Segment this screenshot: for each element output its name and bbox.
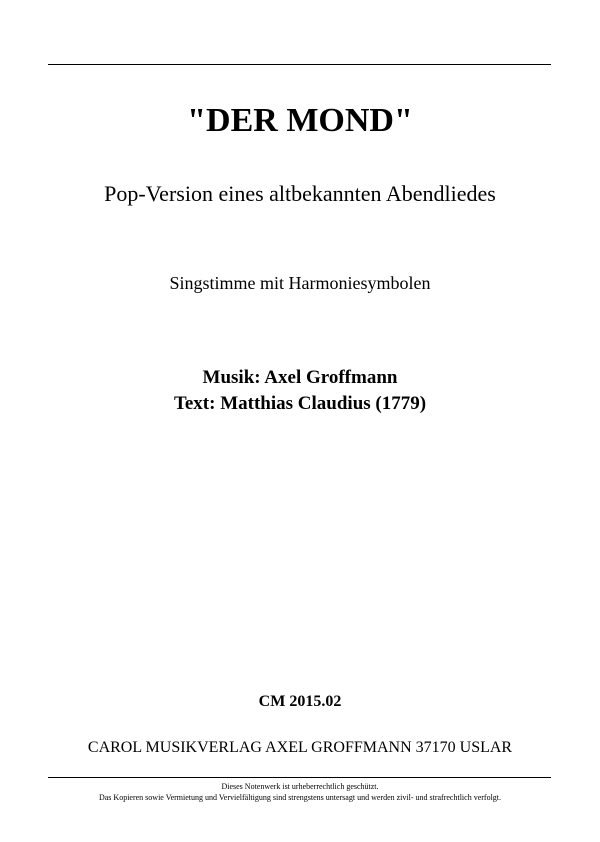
copyright-restriction: Das Kopieren sowie Vermietung und Vervielfältigung sind strengstens untersagt und werden zivil- und strafrechtlich verfolgt. <box>98 793 502 802</box>
edition-description: Singstimme mit Harmoniesymbolen <box>169 273 431 293</box>
copyright-notice: Dieses Notenwerk ist urheberrechtlich geschützt. <box>221 782 379 791</box>
text-credit: Text: Matthias Claudius (1779) <box>173 393 427 414</box>
top-divider <box>48 64 551 65</box>
bottom-divider <box>48 777 551 778</box>
publisher-line: CAROL MUSIKVERLAG AXEL GROFFMANN 37170 USLAR <box>87 739 513 756</box>
catalog-number: CM 2015.02 <box>258 693 342 710</box>
music-credit: Musik: Axel Groffmann <box>202 367 398 388</box>
page-title: "DER MOND" <box>187 102 413 139</box>
subtitle: Pop-Version eines altbekannten Abendliedes <box>104 181 496 206</box>
